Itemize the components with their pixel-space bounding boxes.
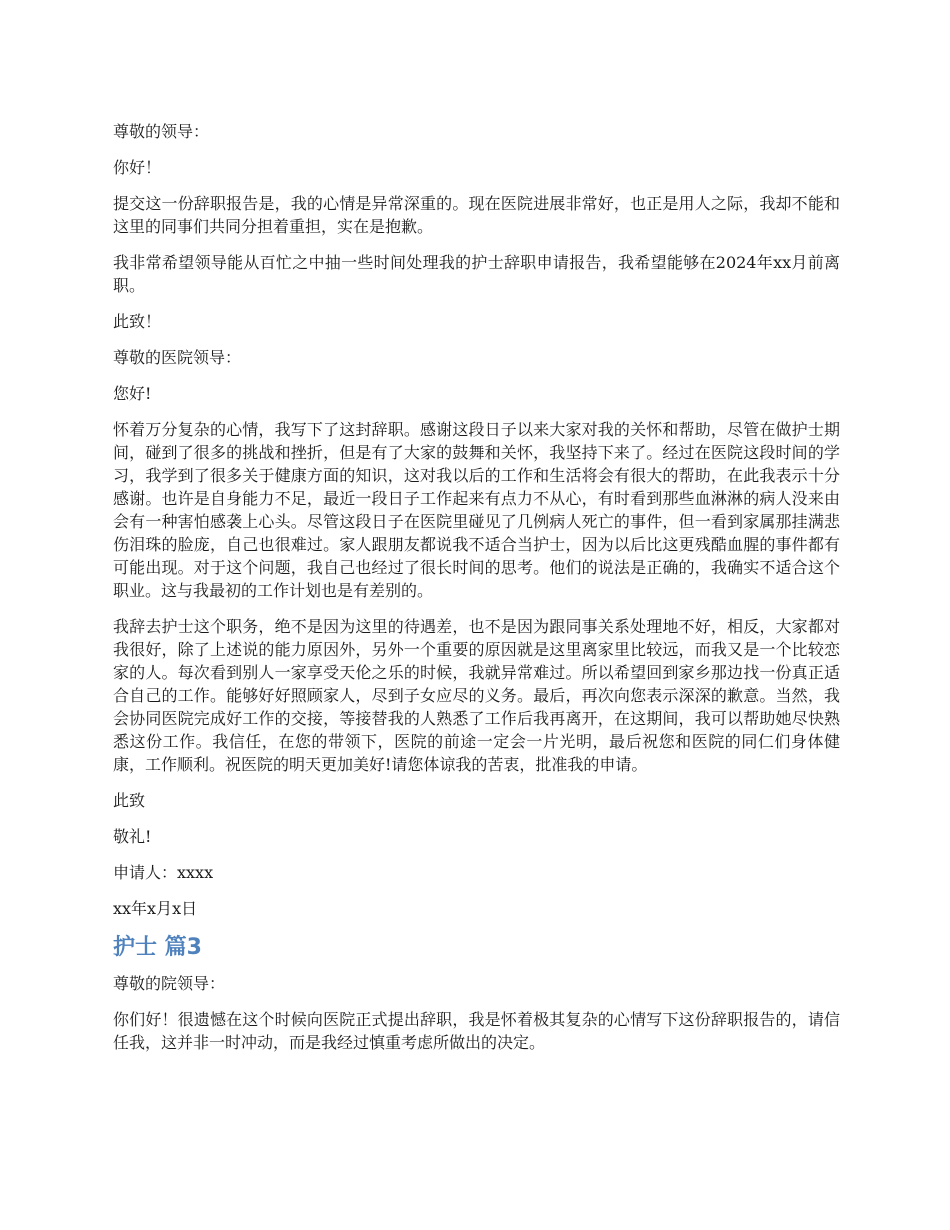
salutation-1: 尊敬的领导： bbox=[113, 122, 210, 141]
body-paragraph: 提交这一份辞职报告是，我的心情是异常深重的。现在医院进展非常好，也正是用人之际，我却不能和这里的同事们共同分担着重担，实在是抱歉。 bbox=[113, 194, 840, 236]
closing-1: 此致！ bbox=[113, 312, 162, 331]
salutation-3: 尊敬的院领导： bbox=[113, 974, 226, 993]
applicant-line: 申请人：xxxx bbox=[113, 863, 214, 882]
body-paragraph: 我辞去护士这个职务，绝不是因为这里的待遇差，也不是因为跟同事关系处理地不好，相反，大家都对我很好，除了上述说的能力原因外，另外一个重要的原因就是这里离家里比较远，而我又是一个比较恋家的人。每次看到别人一家享受天伦之乐的时候，我就异常难过。所以希望回到家乡那边找一份真正适合自己的工作。能够好好照顾家人，尽到子女应尽的义务。最后，再次向您表示深深的歉意。当然，我会协同医院完成好工作的交接，等接替我的人熟悉了工作后我再离开，在这期间，我可以帮助她尽快熟悉这份工作。我信任，在您的带领下，医院的前途一定会一片光明，最后祝您和医院的同仁们身体健康，工作顺利。祝医院的明天更加美好!请您体谅我的苦衷，批准我的申请。 bbox=[113, 617, 840, 774]
body-paragraph: 我非常希望领导能从百忙之中抽一些时间处理我的护士辞职申请报告，我希望能够在2024年xx月前离职。 bbox=[113, 253, 840, 295]
section-heading: 护士 篇3 bbox=[113, 935, 202, 960]
date-line: xx年x月x日 bbox=[113, 899, 198, 918]
salutation-2: 尊敬的医院领导： bbox=[113, 348, 242, 367]
greeting-1: 你好！ bbox=[113, 158, 162, 177]
document-page bbox=[113, 120, 840, 1067]
closing-regards: 敬礼! bbox=[113, 827, 152, 846]
body-paragraph: 你们好！很遗憾在这个时候向医院正式提出辞职，我是怀着极其复杂的心情写下这份辞职报告的，请信任我，这并非一时冲动，而是我经过慎重考虑所做出的决定。 bbox=[113, 1010, 840, 1052]
closing-2: 此致 bbox=[113, 791, 146, 810]
greeting-2: 您好! bbox=[113, 384, 152, 403]
body-paragraph: 怀着万分复杂的心情，我写下了这封辞职。感谢这段日子以来大家对我的关怀和帮助，尽管在做护士期间，碰到了很多的挑战和挫折，但是有了大家的鼓舞和关怀，我坚持下来了。经过在医院这段时间的学习，我学到了很多关于健康方面的知识，这对我以后的工作和生活将会有很大的帮助，在此我表示十分感谢。也许是自身能力不足，最近一段日子工作起来有点力不从心，有时看到那些血淋淋的病人没来由会有一种害怕感袭上心头。尽管这段日子在医院里碰见了几例病人死亡的事件，但一看到家属那挂满悲伤泪珠的脸庞，自己也很难过。家人跟朋友都说我不适合当护士，因为以后比这更残酷血腥的事件都有可能出现。对于这个问题，我自己也经过了很长时间的思考。他们的说法是正确的，我确实不适合这个职业。这与我最初的工作计划也是有差别的。 bbox=[113, 420, 840, 600]
